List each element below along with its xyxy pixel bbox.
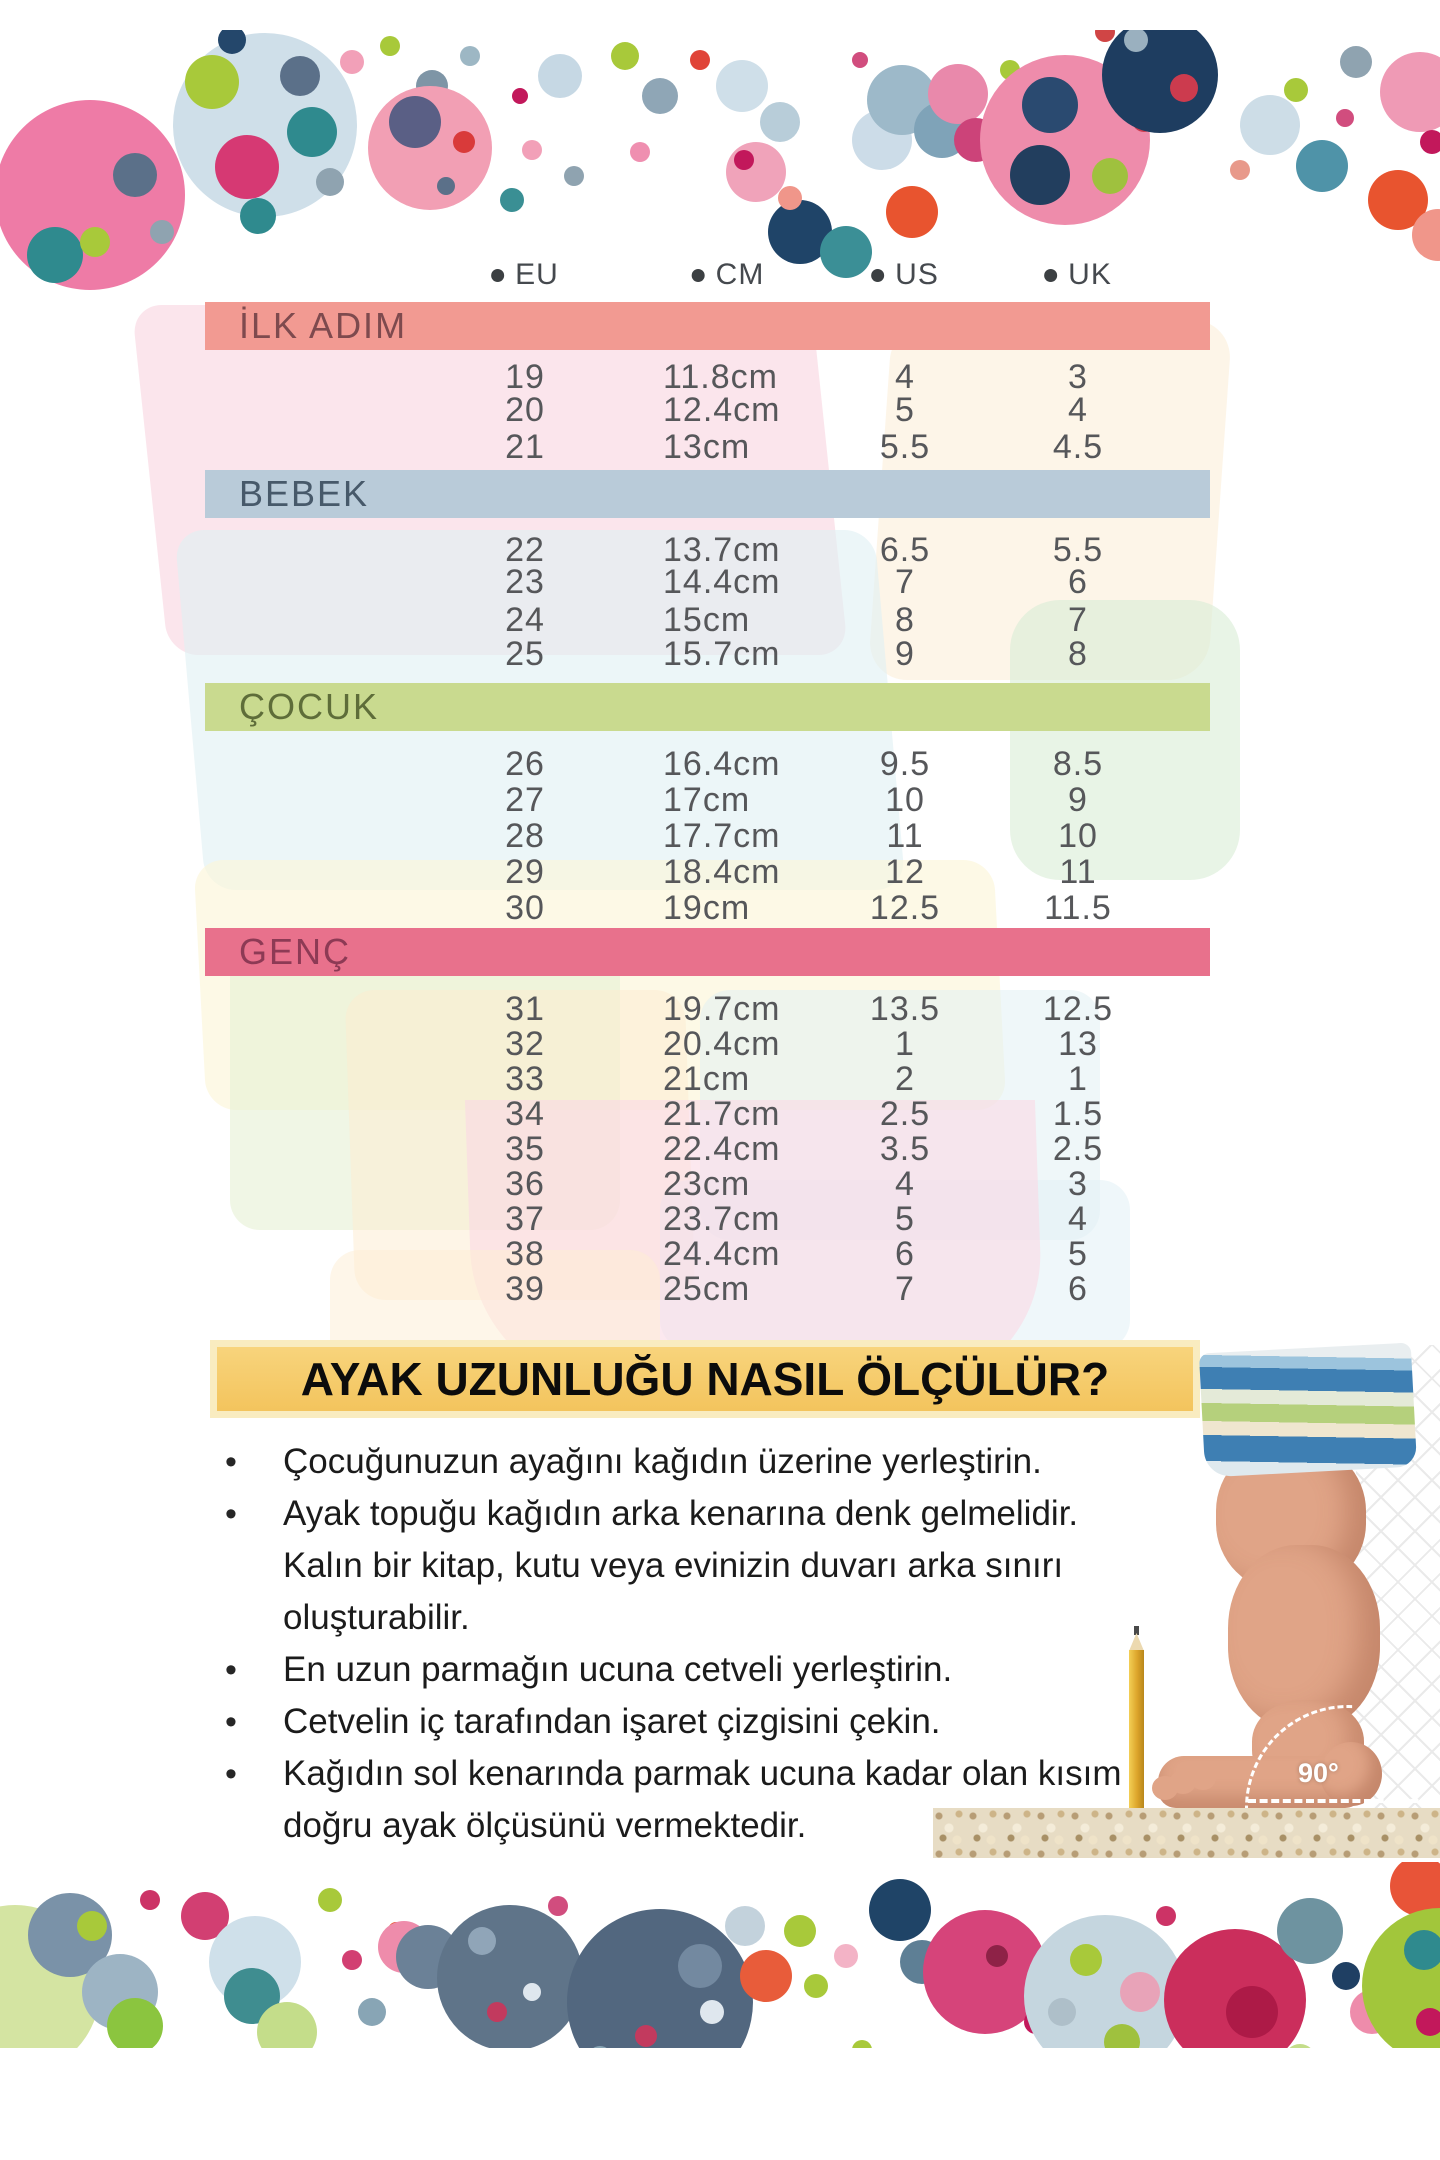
decor-bubble <box>342 1950 362 1970</box>
cell-uk: 6 <box>1068 563 1088 601</box>
decor-bubble <box>380 36 400 56</box>
decor-bubble <box>280 56 320 96</box>
decor-bubble <box>1420 130 1440 154</box>
decor-bubble <box>635 2025 657 2047</box>
cell-uk: 4 <box>1068 1200 1088 1238</box>
floor-dashed-line <box>1248 1799 1430 1803</box>
cell-us: 12.5 <box>869 889 941 927</box>
cell-us: 5 <box>895 391 915 429</box>
cell-eu: 37 <box>505 1200 545 1238</box>
cell-eu: 39 <box>505 1270 545 1308</box>
bullet-dot-icon: • <box>225 1495 237 1533</box>
decor-bubble <box>1024 1915 1186 2048</box>
bullet-dot-icon <box>692 269 705 282</box>
angle-label: 90° <box>1298 1758 1339 1788</box>
table-row <box>0 1165 1440 1201</box>
decor-bubble <box>1340 46 1372 78</box>
cell-us: 10 <box>885 781 925 819</box>
decor-bubble <box>150 220 174 244</box>
cell-uk: 5 <box>1068 1235 1088 1273</box>
decor-bubble <box>726 142 786 202</box>
cell-cm: 15.7cm <box>663 635 781 673</box>
cell-cm: 18.4cm <box>663 853 781 891</box>
decor-bubble <box>1230 160 1250 180</box>
decor-bubble <box>287 107 337 157</box>
table-row <box>0 531 1440 567</box>
cell-uk: 4 <box>1068 391 1088 429</box>
decor-bubble <box>564 166 584 186</box>
decor-bubble <box>1092 158 1128 194</box>
table-row <box>0 428 1440 464</box>
table-row <box>0 745 1440 781</box>
cell-us: 6.5 <box>879 531 931 569</box>
decor-bubble <box>760 102 800 142</box>
cell-us: 3.5 <box>879 1130 931 1168</box>
cell-eu: 36 <box>505 1165 545 1203</box>
bullet-dot-icon: • <box>225 1755 237 1793</box>
cell-cm: 16.4cm <box>663 745 781 783</box>
decor-bubble <box>548 1896 568 1916</box>
cell-eu: 33 <box>505 1060 545 1098</box>
baby-toe <box>1190 1766 1216 1790</box>
decor-bubble <box>1022 77 1078 133</box>
decor-bubble <box>318 1888 342 1912</box>
table-row <box>0 1235 1440 1271</box>
decor-bubble <box>1170 74 1198 102</box>
decor-bubble <box>215 135 279 199</box>
decor-bubble <box>538 54 582 98</box>
decor-bubble <box>240 198 276 234</box>
table-row <box>0 1200 1440 1236</box>
column-header-uk <box>1044 258 1112 292</box>
bullet-dot-icon: • <box>225 1651 237 1689</box>
cell-cm: 17cm <box>663 781 751 819</box>
cell-uk: 1 <box>1068 1060 1088 1098</box>
cell-us: 2.5 <box>879 1095 931 1133</box>
decor-bubble <box>140 1890 160 1910</box>
decor-bubble <box>340 50 364 74</box>
cell-us: 9 <box>895 635 915 673</box>
decor-bubble <box>389 96 441 148</box>
pencil-icon <box>1129 1650 1144 1815</box>
cell-us: 5 <box>895 1200 915 1238</box>
decor-bubble <box>1296 140 1348 192</box>
cell-us: 9.5 <box>879 745 931 783</box>
list-item <box>213 1696 1203 1748</box>
cell-uk: 5.5 <box>1052 531 1104 569</box>
table-row <box>0 1025 1440 1061</box>
decor-bubble <box>678 1944 722 1988</box>
decor-bubble <box>1284 78 1308 102</box>
decor-bubble <box>804 1974 828 1998</box>
cell-eu: 31 <box>505 990 545 1028</box>
decor-bubble <box>437 177 455 195</box>
decor-bubble <box>852 2040 872 2048</box>
decor-bubble <box>734 150 754 170</box>
cell-cm: 23.7cm <box>663 1200 781 1238</box>
how-to-title-bar <box>210 1340 1200 1418</box>
bullet-dot-icon <box>1044 269 1057 282</box>
decor-bubble <box>690 50 710 70</box>
cell-eu: 28 <box>505 817 545 855</box>
table-row <box>0 853 1440 889</box>
bottom-bubble-border <box>0 1862 1440 2048</box>
cell-eu: 32 <box>505 1025 545 1063</box>
table-row <box>0 1130 1440 1166</box>
table-row <box>0 1060 1440 1096</box>
cell-uk: 12.5 <box>1042 990 1114 1028</box>
decor-bubble <box>257 2002 317 2048</box>
cell-us: 12 <box>885 853 925 891</box>
instruction-list <box>213 1436 1203 1852</box>
cell-eu: 24 <box>505 601 545 639</box>
cell-eu: 34 <box>505 1095 545 1133</box>
cell-eu: 29 <box>505 853 545 891</box>
decor-bubble <box>740 1950 792 2002</box>
table-row <box>0 635 1440 671</box>
cell-us: 2 <box>895 1060 915 1098</box>
decor-bubble <box>1156 1906 1176 1926</box>
decor-bubble <box>642 78 678 114</box>
decor-bubble <box>611 42 639 70</box>
decor-bubble <box>784 1915 816 1947</box>
bullet-dot-icon <box>491 269 504 282</box>
instruction-line: Çocuğunuzun ayağını kağıdın üzerine yerleştirin. <box>283 1442 1042 1481</box>
decor-bubble <box>1048 1998 1076 2026</box>
column-header-eu <box>491 258 559 292</box>
cell-uk: 13 <box>1058 1025 1098 1063</box>
cell-cm: 14.4cm <box>663 563 781 601</box>
cell-uk: 1.5 <box>1052 1095 1104 1133</box>
decor-bubble <box>1120 1972 1160 2012</box>
cell-cm: 11.8cm <box>663 358 778 396</box>
cell-uk: 3 <box>1068 1165 1088 1203</box>
striped-shorts <box>1199 1343 1417 1478</box>
section-bar: GENÇ <box>205 928 1210 976</box>
cell-cm: 24.4cm <box>663 1235 781 1273</box>
cell-cm: 25cm <box>663 1270 751 1308</box>
table-row <box>0 563 1440 599</box>
table-row <box>0 781 1440 817</box>
decor-bubble <box>437 1905 583 2048</box>
decor-bubble <box>869 1879 931 1941</box>
bullet-dot-icon: • <box>225 1703 237 1741</box>
cell-uk: 11.5 <box>1044 889 1112 927</box>
column-header-cm <box>692 258 765 292</box>
cell-cm: 21cm <box>663 1060 751 1098</box>
decor-bubble <box>1226 1986 1278 2038</box>
decor-bubble <box>700 2000 724 2024</box>
decor-bubble <box>487 2002 507 2022</box>
table-row <box>0 1270 1440 1306</box>
cell-eu: 27 <box>505 781 545 819</box>
cell-cm: 19.7cm <box>663 990 781 1028</box>
decor-bubble <box>453 131 475 153</box>
table-row <box>0 601 1440 637</box>
column-label: EU <box>515 258 559 291</box>
cell-eu: 35 <box>505 1130 545 1168</box>
decor-bubble <box>716 60 768 112</box>
list-item <box>213 1488 1203 1644</box>
decor-bubble <box>834 1944 858 1968</box>
cell-cm: 21.7cm <box>663 1095 781 1133</box>
decor-bubble <box>358 1998 386 2026</box>
decor-bubble <box>778 186 802 210</box>
table-row <box>0 817 1440 853</box>
instruction-line: doğru ayak ölçüsünü vermektedir. <box>283 1806 807 1845</box>
table-row <box>0 358 1440 394</box>
table-row <box>0 889 1440 925</box>
cell-us: 6 <box>895 1235 915 1273</box>
decor-bubble <box>27 227 83 283</box>
decor-bubble <box>928 64 988 124</box>
cell-cm: 13cm <box>663 428 751 466</box>
bullet-dot-icon <box>871 269 884 282</box>
cell-uk: 7 <box>1068 601 1088 639</box>
cell-cm: 20.4cm <box>663 1025 781 1063</box>
cell-uk: 8 <box>1068 635 1088 673</box>
cell-cm: 22.4cm <box>663 1130 781 1168</box>
cell-us: 4 <box>895 358 915 396</box>
decor-bubble <box>1416 2008 1440 2036</box>
decor-bubble <box>522 140 542 160</box>
decor-bubble <box>512 88 528 104</box>
cell-uk: 4.5 <box>1052 428 1104 466</box>
bullet-dot-icon: • <box>225 1443 237 1481</box>
cell-us: 8 <box>895 601 915 639</box>
cell-uk: 2.5 <box>1052 1130 1104 1168</box>
cell-eu: 38 <box>505 1235 545 1273</box>
cell-cm: 23cm <box>663 1165 751 1203</box>
decor-bubble <box>460 46 480 66</box>
instruction-line: En uzun parmağın ucuna cetveli yerleştirin. <box>283 1650 953 1689</box>
cell-us: 7 <box>895 563 915 601</box>
section-bar: ÇOCUK <box>205 683 1210 731</box>
cell-uk: 8.5 <box>1052 745 1104 783</box>
decor-bubble <box>986 1945 1008 1967</box>
instruction-line: Ayak topuğu kağıdın arka kenarına denk gelmelidir. <box>283 1494 1079 1533</box>
cell-uk: 10 <box>1058 817 1098 855</box>
cell-eu: 23 <box>505 563 545 601</box>
cell-cm: 19cm <box>663 889 751 927</box>
decor-bubble <box>80 227 110 257</box>
cell-us: 11 <box>886 817 924 855</box>
table-row <box>0 990 1440 1026</box>
instruction-line: Kalın bir kitap, kutu veya evinizin duvarı arka sınırı <box>283 1546 1064 1585</box>
instruction-line: Kağıdın sol kenarında parmak ucuna kadar olan kısım <box>283 1754 1122 1793</box>
cell-uk: 6 <box>1068 1270 1088 1308</box>
decor-bubble <box>1070 1944 1102 1976</box>
decor-bubble <box>316 168 344 196</box>
decor-bubble <box>725 1906 765 1946</box>
decor-bubble <box>1404 1930 1440 1970</box>
cell-eu: 19 <box>505 358 545 396</box>
decor-bubble <box>1277 1898 1343 1964</box>
column-label: CM <box>715 258 765 291</box>
cell-us: 13.5 <box>869 990 941 1028</box>
instruction-line: Cetvelin iç tarafından işaret çizgisini çekin. <box>283 1702 941 1741</box>
cell-eu: 22 <box>505 531 545 569</box>
cell-us: 7 <box>895 1270 915 1308</box>
instruction-line: oluşturabilir. <box>283 1598 470 1637</box>
column-header-us <box>871 258 939 292</box>
list-item <box>213 1644 1203 1696</box>
section-bar: BEBEK <box>205 470 1210 518</box>
decor-bubble <box>886 186 938 238</box>
cell-eu: 30 <box>505 889 545 927</box>
decor-bubble <box>77 1911 107 1941</box>
table-row <box>0 1095 1440 1131</box>
decor-bubble <box>107 1998 163 2048</box>
decor-bubble <box>500 188 524 212</box>
list-item <box>213 1436 1203 1488</box>
column-label: UK <box>1068 258 1112 291</box>
cell-uk: 3 <box>1068 358 1088 396</box>
cell-us: 1 <box>895 1025 915 1063</box>
cell-eu: 20 <box>505 391 545 429</box>
cell-eu: 25 <box>505 635 545 673</box>
cell-eu: 21 <box>505 428 545 466</box>
decor-bubble <box>852 52 868 68</box>
decor-bubble <box>1380 52 1440 132</box>
decor-bubble <box>523 1983 541 2001</box>
cell-eu: 26 <box>505 745 545 783</box>
decor-bubble <box>630 142 650 162</box>
carpet-strip <box>933 1808 1440 1858</box>
column-label: US <box>895 258 939 291</box>
cell-uk: 11 <box>1059 853 1097 891</box>
cell-uk: 9 <box>1068 781 1088 819</box>
decor-bubble <box>113 153 157 197</box>
decor-bubble <box>1336 109 1354 127</box>
decor-bubble <box>185 55 239 109</box>
cell-cm: 13.7cm <box>663 531 781 569</box>
decor-bubble <box>1240 95 1300 155</box>
decor-bubble <box>468 1927 496 1955</box>
how-to-title: AYAK UZUNLUĞU NASIL ÖLÇÜLÜR? <box>217 1347 1193 1411</box>
cell-cm: 15cm <box>663 601 751 639</box>
section-bar: İLK ADIM <box>205 302 1210 350</box>
cell-cm: 12.4cm <box>663 391 781 429</box>
cell-us: 4 <box>895 1165 915 1203</box>
cell-cm: 17.7cm <box>663 817 781 855</box>
decor-bubble <box>1332 1962 1360 1990</box>
decor-bubble <box>1010 145 1070 205</box>
table-row <box>0 391 1440 427</box>
decor-bubble <box>820 226 872 278</box>
cell-us: 5.5 <box>879 428 931 466</box>
